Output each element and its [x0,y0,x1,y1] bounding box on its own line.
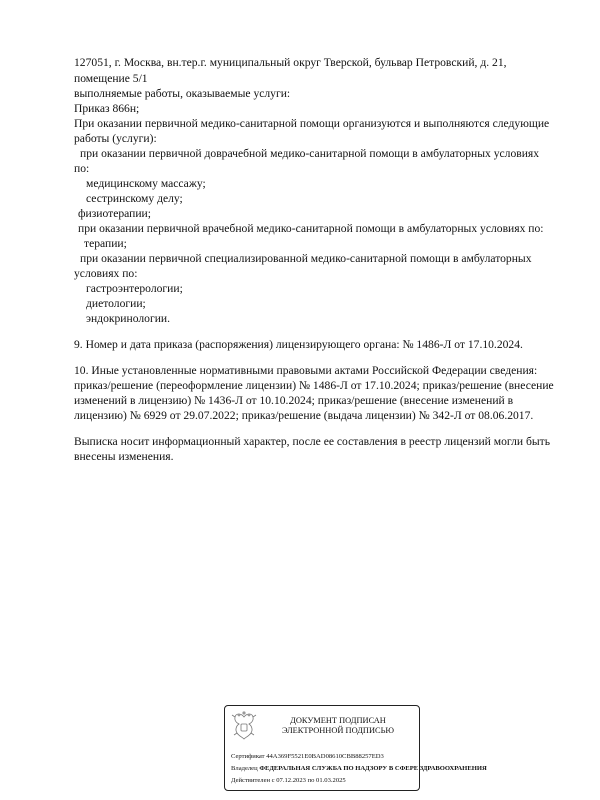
works-heading: выполняемые работы, оказываемые услуги: [74,87,291,100]
disclaimer-line-1: Выписка носит информационный характер, после ее составления в реестр лицензий могли быть [74,435,550,448]
prehospital-care-line-1: при оказании первичной доврачебной медико-санитарной помощи в амбулаторных условиях [80,147,540,160]
service-item-gastroenterology: гастроэнтерологии; [86,282,183,295]
service-item-nursing: сестринскому делу; [86,192,183,205]
specialized-care-line-2: условиях по: [74,267,138,280]
specialized-care-line-1: при оказании первичной специализированной медико-санитарной помощи в амбулаторных [80,252,532,265]
address-line-1: 127051, г. Москва, вн.тер.г. муниципальный округ Тверской, бульвар Петровский, д. 21, [74,56,507,69]
service-item-massage: медицинскому массажу; [86,177,206,190]
certificate-number: Сертификат 44A369F5521E0BAD08610CBB88257ED3 [231,753,384,760]
service-item-physiotherapy: физиотерапии; [78,207,151,220]
coat-of-arms-icon [231,711,257,741]
order-reference: Приказ 866н; [74,102,140,115]
section-10-line-1: 10. Иные установленные нормативными правовыми актами Российской Федерации сведения: [74,364,538,377]
electronic-signature-stamp [224,705,487,791]
services-intro-line-1: При оказании первичной медико-санитарной помощи организуются и выполняются следующие [74,117,550,130]
section-10-line-2: приказ/решение (переоформление лицензии) № 1486-Л от 17.10.2024; приказ/решение (внесение [74,379,554,392]
address-line-2: помещение 5/1 [74,72,148,85]
services-intro-line-2: работы (услуги): [74,132,157,145]
service-item-endocrinology: эндокринологии. [86,312,171,325]
certificate-validity: Действителен с 07.12.2023 по 01.03.2025 [231,777,346,784]
section-10-line-4: лицензию) № 6929 от 29.07.2022; приказ/решение (выдача лицензии) № 342-Л от 08.06.2017. [74,409,534,422]
service-item-therapy: терапии; [84,237,127,250]
service-item-dietology: диетологии; [86,297,146,310]
section-9: 9. Номер и дата приказа (распоряжения) лицензирующего органа: № 1486-Л от 17.10.2024. [74,338,523,351]
certificate-owner: Владелец ФЕДЕРАЛЬНАЯ СЛУЖБА ПО НАДЗОРУ В СФЕРЕ ЗДРАВООХРАНЕНИЯ [231,765,487,772]
section-10-line-3: изменений в лицензию) № 1436-Л от 10.10.2024; приказ/решение (внесение изменений в [74,394,514,407]
physician-care-line: при оказании первичной врачебной медико-санитарной помощи в амбулаторных условиях по: [78,222,544,235]
stamp-title: ДОКУМЕНТ ПОДПИСАН ЭЛЕКТРОННОЙ ПОДПИСЬЮ [281,716,395,735]
disclaimer-line-2: внесены изменения. [74,450,174,463]
prehospital-care-line-2: по: [74,162,90,175]
